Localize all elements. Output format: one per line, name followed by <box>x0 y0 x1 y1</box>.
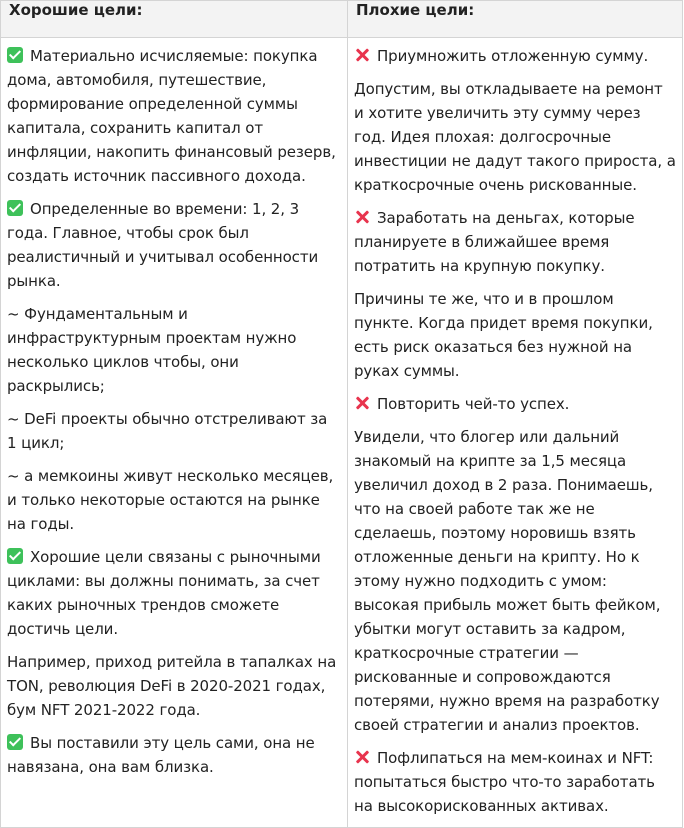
bad-goals-header: Плохие цели: <box>348 1 683 38</box>
check-icon <box>7 548 23 564</box>
good-goal-note <box>7 464 341 536</box>
good-goal-text: ~ DeFi проекты обычно отстреливают за 1 цикл; <box>7 410 328 452</box>
cross-icon <box>354 395 370 411</box>
bad-goal-item <box>354 746 676 818</box>
bad-goal-text: Увидели, что блогер или дальний знакомый на крипте за 1,5 месяца увеличил доход в 2 раза. Понимаешь, что на своей работе так же не сделаешь, поэтому норовишь взять отложенные деньги на крипту. Но к этому нужно подходить с умом: высокая прибыль может быть фейком, убытки могут оставить за кадром, краткосрочные стратегии — рискованные и сопровождаются потерями, нужно время на разработку своей стратегии и анализ проектов. <box>354 428 661 734</box>
bad-goal-note <box>354 287 676 383</box>
good-goal-text: Например, приход ритейла в тапалках на TON, революция DeFi в 2020-2021 годах, бум NFT 2021-2022 года. <box>7 653 337 719</box>
bad-goals-column <box>348 38 683 828</box>
good-goal-item <box>7 197 341 293</box>
good-goal-item <box>7 731 341 779</box>
bad-goal-text: Заработать на деньгах, которые планируете в ближайшее время потратить на крупную покупку. <box>354 209 635 275</box>
check-icon <box>7 734 23 750</box>
bad-goal-note <box>354 425 676 737</box>
cross-icon <box>354 209 370 225</box>
bad-goal-text: Повторить чей-то успех. <box>377 395 570 413</box>
good-goals-column <box>1 38 348 828</box>
good-goal-text: Хорошие цели связаны с рыночными циклами: вы должны понимать, за счет каких рыночных трендов сможете достичь цели. <box>7 548 321 638</box>
good-goal-item <box>7 545 341 641</box>
cross-icon <box>354 749 370 765</box>
bad-goal-text: Приумножить отложенную сумму. <box>377 47 649 65</box>
good-goals-header: Хорошие цели: <box>1 1 348 38</box>
good-goal-note <box>7 302 341 398</box>
good-goal-note <box>7 407 341 455</box>
content-row <box>1 38 683 828</box>
bad-goal-text: Пофлипаться на мем-коинах и NFT: попытаться быстро что-то заработать на высокорискованных активах. <box>354 749 655 815</box>
bad-goal-text: Причины те же, что и в прошлом пункте. Когда придет время покупки, есть риск оказаться без нужной на руках суммы. <box>354 290 653 380</box>
good-goal-text: Определенные во времени: 1, 2, 3 года. Главное, чтобы срок был реалистичный и учитывал особенности рынка. <box>7 200 319 290</box>
good-goal-text: Материально исчисляемые: покупка дома, автомобиля, путешествие, формирование определенной суммы капитала, сохранить капитал от инфляции, накопить финансовый резерв, создать источник пассивного дохода. <box>7 47 336 185</box>
good-goal-item <box>7 44 341 188</box>
bad-goal-item <box>354 44 676 68</box>
bad-goal-item <box>354 206 676 278</box>
bad-goal-text: Допустим, вы откладываете на ремонт и хотите увеличить эту сумму через год. Идея плохая: долгосрочные инвестиции не дадут такого прироста, а краткосрочные очень рискованные. <box>354 80 676 194</box>
good-goal-text: ~ а мемкоины живут несколько месяцев, и только некоторые остаются на рынке на годы. <box>7 467 334 533</box>
bad-goal-item <box>354 392 676 416</box>
header-row <box>1 1 683 38</box>
cross-icon <box>354 47 370 63</box>
check-icon <box>7 47 23 63</box>
good-goal-text: ~ Фундаментальным и инфраструктурным проектам нужно несколько циклов чтобы, они раскрылись; <box>7 305 297 395</box>
good-goal-text: Вы поставили эту цель сами, она не навязана, она вам близка. <box>7 734 315 776</box>
good-goal-note <box>7 650 341 722</box>
bad-goal-note <box>354 77 676 197</box>
check-icon <box>7 200 23 216</box>
